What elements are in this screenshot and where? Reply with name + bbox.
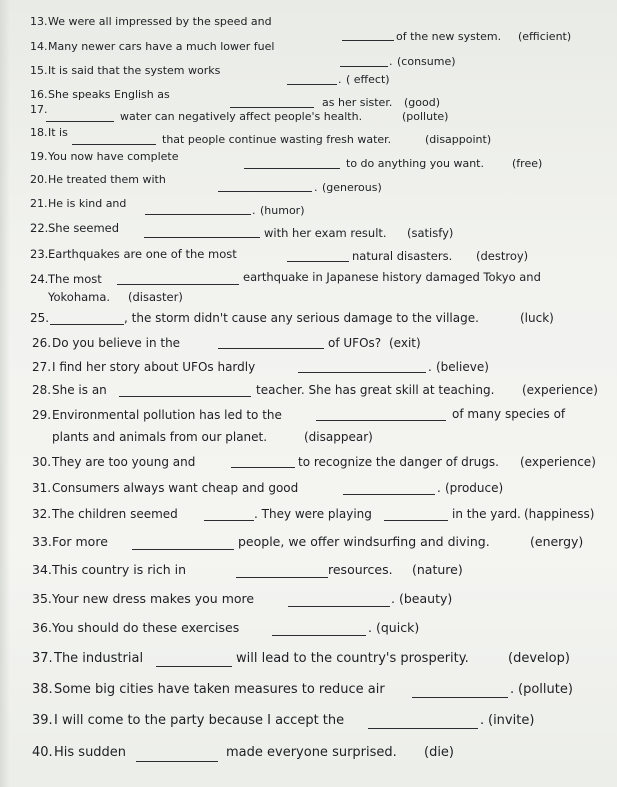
item-text: You now have complete [48, 150, 179, 163]
item-number: 34. [32, 562, 52, 577]
item-text: plants and animals from our planet. [52, 430, 268, 444]
item-text: will lead to the country's prosperity. [236, 651, 469, 666]
word-hint: ( effect) [346, 73, 390, 86]
item-text: earthquake in Japanese history damaged Tokyo and [243, 270, 541, 284]
item-text: She speaks English as [48, 88, 170, 101]
item-text: Some big cities have taken measures to reduce air [54, 682, 385, 697]
answer-blank[interactable] [46, 121, 114, 122]
item-number: 20. [30, 173, 48, 186]
item-text: . [510, 682, 515, 697]
item-number: 40. [32, 745, 53, 760]
item-number: 13. [30, 15, 48, 28]
answer-blank[interactable] [72, 144, 156, 145]
item-number: 36. [32, 620, 52, 635]
item-text: water can negatively affect people's health. [120, 110, 363, 123]
item-text: He is kind and [48, 197, 127, 210]
answer-blank[interactable] [342, 40, 394, 41]
item-text: . [428, 360, 432, 374]
item-number: 31. [32, 481, 52, 495]
word-hint: (produce) [445, 481, 504, 495]
item-text: . They were playing [254, 507, 372, 521]
item-text: Consumers always want cheap and good [52, 481, 299, 495]
item-text: resources. [328, 562, 393, 577]
item-number: 18. [30, 126, 48, 139]
item-number: 17. [30, 103, 48, 116]
item-number: 39. [32, 713, 53, 728]
item-number: 38. [32, 682, 53, 697]
answer-blank[interactable] [231, 467, 295, 468]
item-number: 22. [30, 221, 49, 235]
item-text: Do you believe in the [52, 336, 181, 350]
word-hint: (nature) [412, 562, 463, 577]
word-hint: (pollute) [402, 110, 449, 123]
item-text: His sudden [54, 745, 127, 760]
word-hint: (humor) [260, 204, 305, 217]
item-number: 14. [30, 40, 48, 53]
item-text: He treated them with [48, 173, 166, 186]
item-number: 19. [30, 150, 48, 163]
answer-blank[interactable] [50, 324, 124, 325]
item-number: 32. [32, 507, 52, 521]
word-hint: (beauty) [399, 591, 453, 606]
item-text: of many species of [452, 407, 566, 421]
item-text: . [391, 591, 395, 606]
item-text: Environmental pollution has led to the [52, 408, 282, 422]
answer-blank[interactable] [218, 191, 312, 192]
item-number: 21. [30, 197, 48, 210]
word-hint: (happiness) [524, 507, 595, 521]
word-hint: (energy) [530, 534, 584, 549]
answer-blank[interactable] [230, 107, 314, 108]
word-hint: (disappoint) [425, 133, 492, 146]
answer-blank[interactable] [132, 549, 234, 550]
item-text: This country is rich in [52, 562, 187, 577]
answer-blank[interactable] [287, 84, 337, 85]
item-text: as her sister. [322, 96, 393, 109]
item-number: 28. [32, 383, 52, 397]
word-hint: (experience) [522, 383, 598, 397]
word-hint: (pollute) [518, 682, 573, 697]
word-hint: (experience) [520, 455, 596, 469]
item-text: . [389, 55, 393, 68]
item-number: 24. [30, 272, 49, 286]
item-text: . [338, 73, 342, 86]
item-number: 27. [32, 360, 52, 374]
answer-blank[interactable] [316, 420, 446, 421]
answer-blank[interactable] [136, 761, 218, 762]
answer-blank[interactable] [272, 635, 366, 636]
item-text: in the yard. [452, 507, 521, 521]
item-number: 15. [30, 64, 48, 77]
item-text: You should do these exercises [52, 620, 240, 635]
answer-blank[interactable] [298, 372, 426, 373]
word-hint: (invite) [488, 713, 535, 728]
item-text: . [480, 713, 485, 728]
item-text: The industrial [54, 651, 144, 666]
word-hint: (destroy) [476, 249, 529, 263]
answer-blank[interactable] [236, 577, 328, 578]
item-text: The most [48, 272, 102, 286]
answer-blank[interactable] [144, 237, 260, 238]
answer-blank[interactable] [340, 66, 388, 67]
item-text: , the storm didn't cause any serious damage to the village. [124, 311, 479, 325]
answer-blank[interactable] [343, 494, 435, 495]
item-text: made everyone surprised. [226, 745, 397, 760]
word-hint: (disaster) [128, 290, 183, 304]
answer-blank[interactable] [145, 214, 251, 215]
item-text: They are too young and [52, 455, 196, 469]
item-number: 30. [32, 455, 52, 469]
item-text: Yokohama. [48, 290, 111, 304]
item-text: The children seemed [52, 507, 178, 521]
item-number: 35. [32, 591, 52, 606]
item-number: 33. [32, 534, 52, 549]
item-text: . [252, 204, 256, 217]
item-number: 29. [32, 408, 52, 422]
answer-blank[interactable] [117, 284, 239, 285]
item-text: For more [52, 534, 108, 549]
item-text: that people continue wasting fresh water. [162, 133, 392, 146]
item-text: Your new dress makes you more [52, 591, 255, 606]
word-hint: (die) [424, 745, 455, 760]
page-shadow-edge [0, 0, 10, 787]
item-text: Many newer cars have a much lower fuel [48, 40, 275, 53]
answer-blank[interactable] [156, 666, 232, 667]
word-hint: (believe) [436, 360, 489, 374]
answer-blank[interactable] [288, 606, 390, 607]
word-hint: (consume) [397, 55, 456, 68]
item-text: with her exam result. [264, 226, 387, 240]
item-number: 37. [32, 651, 53, 666]
item-text: It is said that the system works [48, 64, 221, 77]
word-hint: (free) [512, 157, 543, 170]
item-text: teacher. She has great skill at teaching. [256, 383, 495, 397]
answer-blank[interactable] [244, 168, 340, 169]
item-text: natural disasters. [352, 249, 453, 263]
item-text: I find her story about UFOs hardly [52, 360, 256, 374]
item-number: 26. [32, 336, 52, 350]
word-hint: (quick) [376, 620, 420, 635]
item-text: . [437, 481, 441, 495]
item-text: We were all impressed by the speed and [48, 15, 272, 28]
item-text: Earthquakes are one of the most [48, 247, 237, 261]
item-text: She is an [52, 383, 107, 397]
item-text: of the new system. [396, 30, 502, 43]
word-hint: (disappear) [304, 430, 373, 444]
item-text: It is [48, 126, 68, 139]
answer-blank[interactable] [218, 348, 324, 349]
item-number: 25. [30, 311, 50, 325]
word-hint: (good) [404, 96, 441, 109]
answer-blank[interactable] [384, 520, 448, 521]
item-number: 23. [30, 247, 49, 261]
item-text: of UFOs? [328, 336, 382, 350]
item-text: to do anything you want. [346, 157, 484, 170]
item-number: 16. [30, 88, 48, 101]
word-hint: (efficient) [518, 30, 572, 43]
word-hint: (develop) [508, 651, 570, 666]
answer-blank[interactable] [204, 520, 254, 521]
item-text: . [314, 181, 318, 194]
word-hint: (luck) [520, 311, 554, 325]
answer-blank[interactable] [119, 396, 251, 397]
answer-blank[interactable] [412, 697, 508, 698]
answer-blank[interactable] [368, 728, 478, 729]
word-hint: (satisfy) [407, 226, 454, 240]
word-hint: (exit) [389, 336, 421, 350]
answer-blank[interactable] [287, 261, 349, 262]
item-text: . [368, 620, 372, 635]
item-text: to recognize the danger of drugs. [298, 455, 499, 469]
item-text: She seemed [48, 221, 120, 235]
word-hint: (generous) [322, 181, 382, 194]
item-text: I will come to the party because I accept the [54, 713, 345, 728]
item-text: people, we offer windsurfing and diving. [238, 534, 490, 549]
